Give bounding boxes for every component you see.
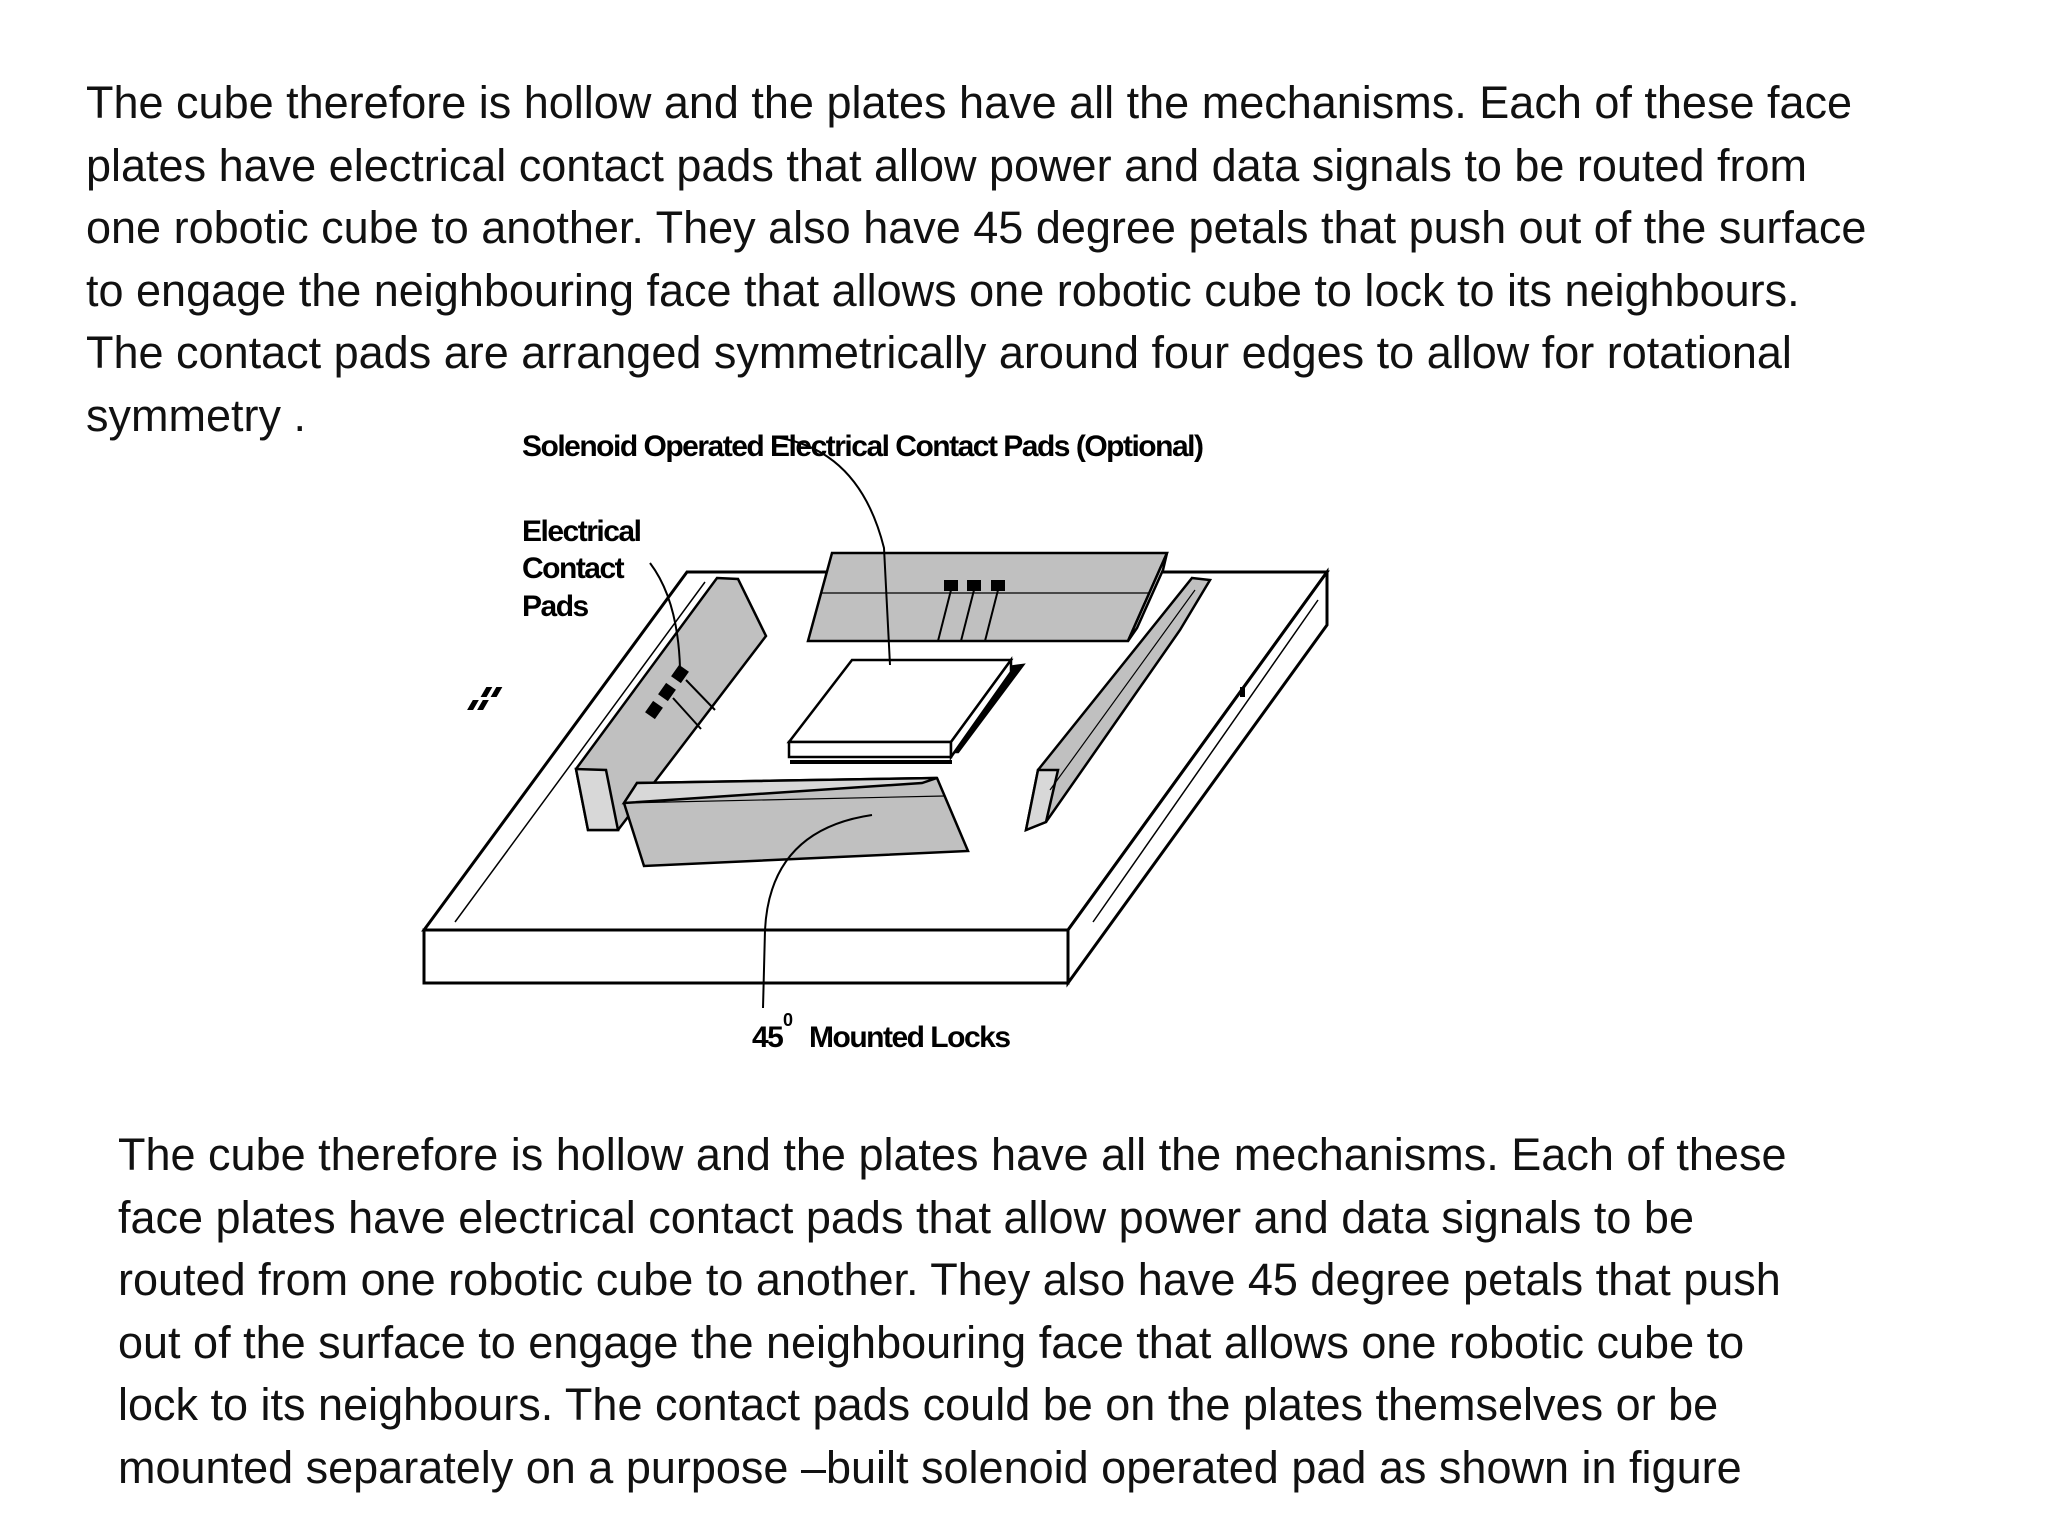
paragraph-top-line: plates have electrical contact pads that allow power and data signals to be routed from bbox=[86, 139, 1808, 191]
paragraph-bottom bbox=[118, 1124, 1786, 1499]
paragraph-top-line: one robotic cube to another. They also have 45 degree petals that push out of the surface bbox=[86, 202, 1867, 253]
contact-pad bbox=[968, 581, 980, 590]
paragraph-bottom-line: face plates have electrical contact pads that allow power and data signals to be bbox=[118, 1191, 1694, 1243]
paragraph-top-line: The contact pads are arranged symmetrically around four edges to allow for rotational bbox=[86, 327, 1792, 378]
paragraph-bottom-line: lock to its neighbours. The contact pads could be on the plates themselves or be bbox=[118, 1379, 1719, 1430]
paragraph-top-line: The cube therefore is hollow and the plates have all the mechanisms. Each of these face bbox=[86, 77, 1853, 128]
base-plate-front bbox=[424, 930, 1068, 983]
label-electrical-line: Electrical bbox=[522, 515, 641, 548]
label-electrical-line: Contact bbox=[522, 552, 624, 585]
paragraph-top-line: to engage the neighbouring face that allows one robotic cube to lock to its neighbours. bbox=[86, 264, 1800, 316]
paragraph-bottom-line: routed from one robotic cube to another. They also have 45 degree petals that push bbox=[118, 1254, 1781, 1305]
label-mounted-text: Mounted Locks bbox=[809, 1021, 1010, 1054]
paragraph-bottom-line: mounted separately on a purpose –built solenoid operated pad as shown in figure bbox=[118, 1441, 1742, 1493]
label-electrical-line: Pads bbox=[522, 590, 588, 623]
paragraph-bottom-line: The cube therefore is hollow and the plates have all the mechanisms. Each of these bbox=[118, 1129, 1787, 1180]
contact-pad bbox=[945, 581, 957, 590]
solenoid-pad-front bbox=[789, 742, 951, 757]
label-mounted-number: 45 bbox=[752, 1021, 783, 1054]
paragraph-top-line: symmetry . bbox=[86, 389, 306, 441]
label-mounted-degree: 0 bbox=[783, 1010, 792, 1030]
contact-pad bbox=[992, 581, 1004, 590]
label-solenoid: Solenoid Operated Electrical Contact Pads (Optional) bbox=[522, 430, 1203, 463]
petal-bottom bbox=[624, 778, 968, 866]
paragraph-bottom-line: out of the surface to engage the neighbouring face that allows one robotic cube to bbox=[118, 1316, 1745, 1368]
